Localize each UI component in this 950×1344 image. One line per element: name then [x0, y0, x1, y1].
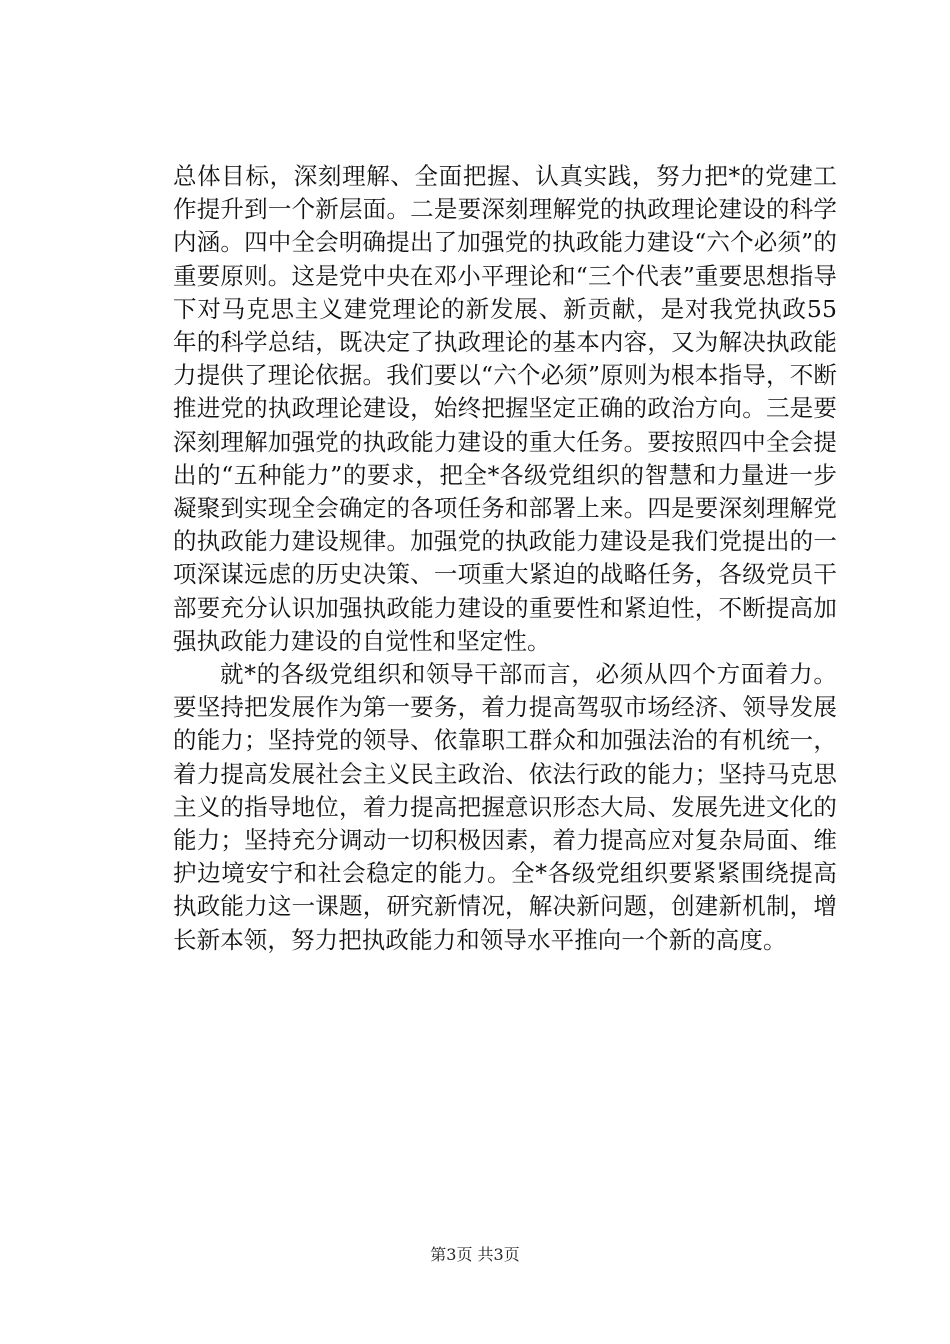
paragraph-continuation: 总体目标，深刻理解、全面把握、认真实践，努力把*的党建工作提升到一个新层面。二是要深刻理解党的执政理论建设的科学内涵。四中全会明确提出了加强党的执政能力建设“六个必须”的重要原则。这是党中央在邓小平理论和“三个代表”重要思想指导下对马克思主义建党理论的新发展、新贡献，是对我党执政55年的科学总结，既决定了执政理论的基本内容，又为解决执政能力提供了理论依据。我们要以“六个必须”原则为根本指导，不断推进党的执政理论建设，始终把握坚定正确的政治方向。三是要深刻理解加强党的执政能力建设的重大任务。要按照四中全会提出的“五种能力”的要求，把全*各级党组织的智慧和力量进一步凝聚到实现全会确定的各项任务和部署上来。四是要深刻理解党的执政能力建设规律。加强党的执政能力建设是我们党提出的一项深谋远虑的历史决策、一项重大紧迫的战略任务，各级党员干部要充分认识加强执政能力建设的重要性和紧迫性，不断提高加强执政能力建设的自觉性和坚定性。: [173, 162, 837, 655]
paragraph-focus-areas: 就*的各级党组织和领导干部而言，必须从四个方面着力。要坚持把发展作为第一要务，着力提高驾驭市场经济、领导发展的能力；坚持党的领导、依靠职工群众和加强法治的有机统一，着力提高发展社会主义民主政治、依法行政的能力；坚持马克思主义的指导地位，着力提高把握意识形态大局、发展先进文化的能力；坚持充分调动一切积极因素，着力提高应对复杂局面、维护边境安宁和社会稳定的能力。全*各级党组织要紧紧围绕提高执政能力这一课题，研究新情况，解决新问题，创建新机制，增长新本领，努力把执政能力和领导水平推向一个新的高度。: [173, 660, 837, 954]
document-body: [173, 160, 837, 957]
page-footer: 第3页 共3页: [430, 1245, 520, 1264]
